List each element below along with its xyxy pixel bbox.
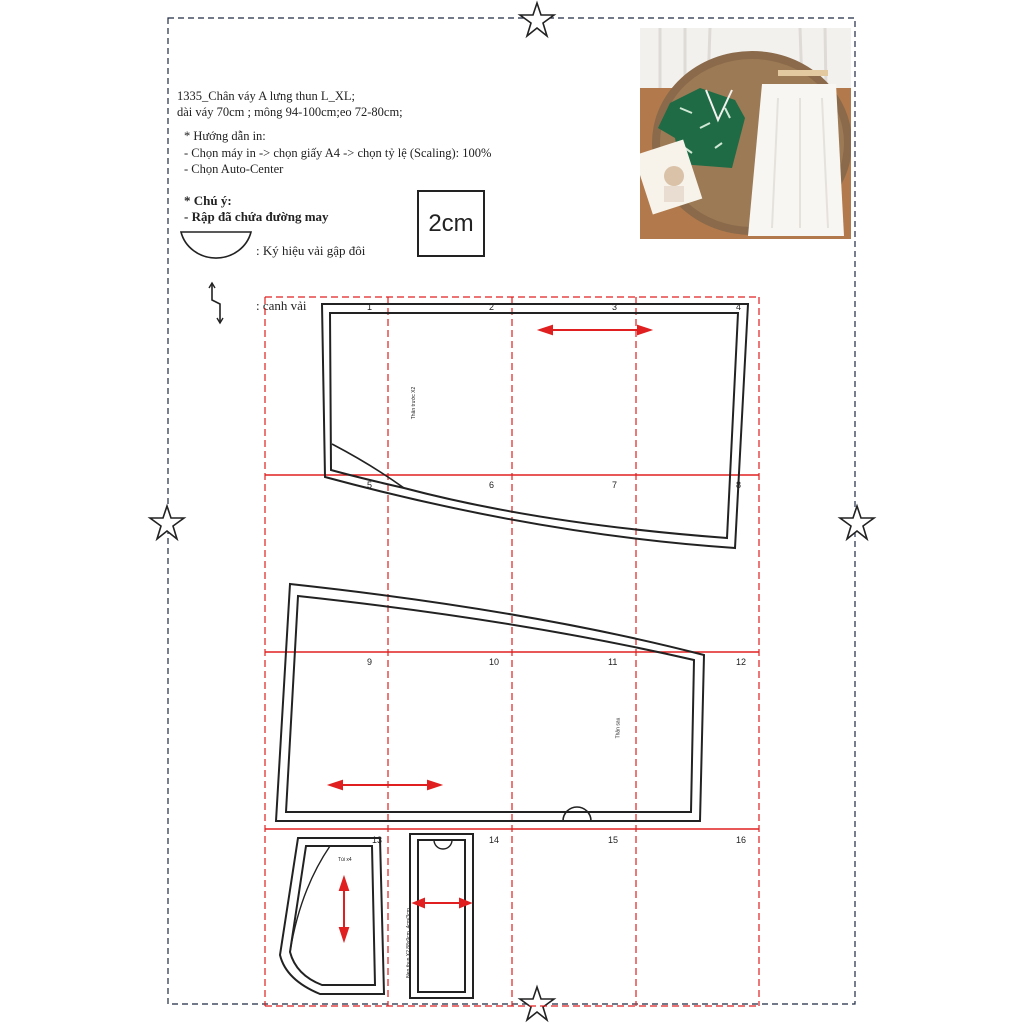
grain-symbol-label: : canh vải — [256, 298, 307, 313]
page-number: 2 — [489, 302, 495, 312]
page-number: 6 — [489, 480, 495, 490]
pattern-title: 1335_Chân váy A lưng thun L_XL; — [177, 89, 355, 103]
pattern-measurements: dài váy 70cm ; mông 94-100cm;eo 72-80cm; — [177, 105, 403, 119]
page-number: 1 — [367, 302, 373, 312]
page-number: 14 — [489, 835, 500, 845]
fold-symbol-label: : Ký hiệu vải gập đôi — [256, 243, 366, 258]
waistband-piece-label: Nẹp thun X2 88x9cm. 4cm/3cm — [405, 908, 412, 978]
page-number: 9 — [367, 657, 373, 667]
back-piece-label: Thân sau — [615, 717, 622, 739]
note-body: - Rập đã chứa đường may — [184, 209, 329, 224]
page-number: 4 — [736, 302, 742, 312]
page-number: 8 — [736, 480, 742, 490]
page-number: 13 — [372, 835, 383, 845]
front-piece-label: Thân trước X2 — [411, 386, 418, 420]
waistband-piece — [410, 834, 473, 998]
front-piece — [322, 304, 748, 548]
page-number: 5 — [367, 480, 373, 490]
pocket-piece — [280, 838, 384, 994]
page-number: 15 — [608, 835, 619, 845]
print-guide-heading: * Hướng dẫn in: — [184, 129, 266, 143]
page-number: 10 — [489, 657, 500, 667]
pocket-piece-label: Túi x4 — [338, 857, 352, 863]
print-guide-step: - Chọn máy in -> chọn giấy A4 -> chọn tỷ lệ (Scaling): 100% — [184, 146, 492, 160]
page-number: 3 — [612, 302, 618, 312]
page-number: 11 — [608, 657, 618, 667]
print-guide-step: - Chọn Auto-Center — [184, 162, 284, 176]
page-number: 16 — [736, 835, 747, 845]
scale-box-label: 2cm — [428, 209, 474, 237]
page-number: 7 — [612, 480, 618, 490]
page-number: 12 — [736, 657, 747, 667]
note-heading: * Chú ý: — [184, 193, 232, 208]
